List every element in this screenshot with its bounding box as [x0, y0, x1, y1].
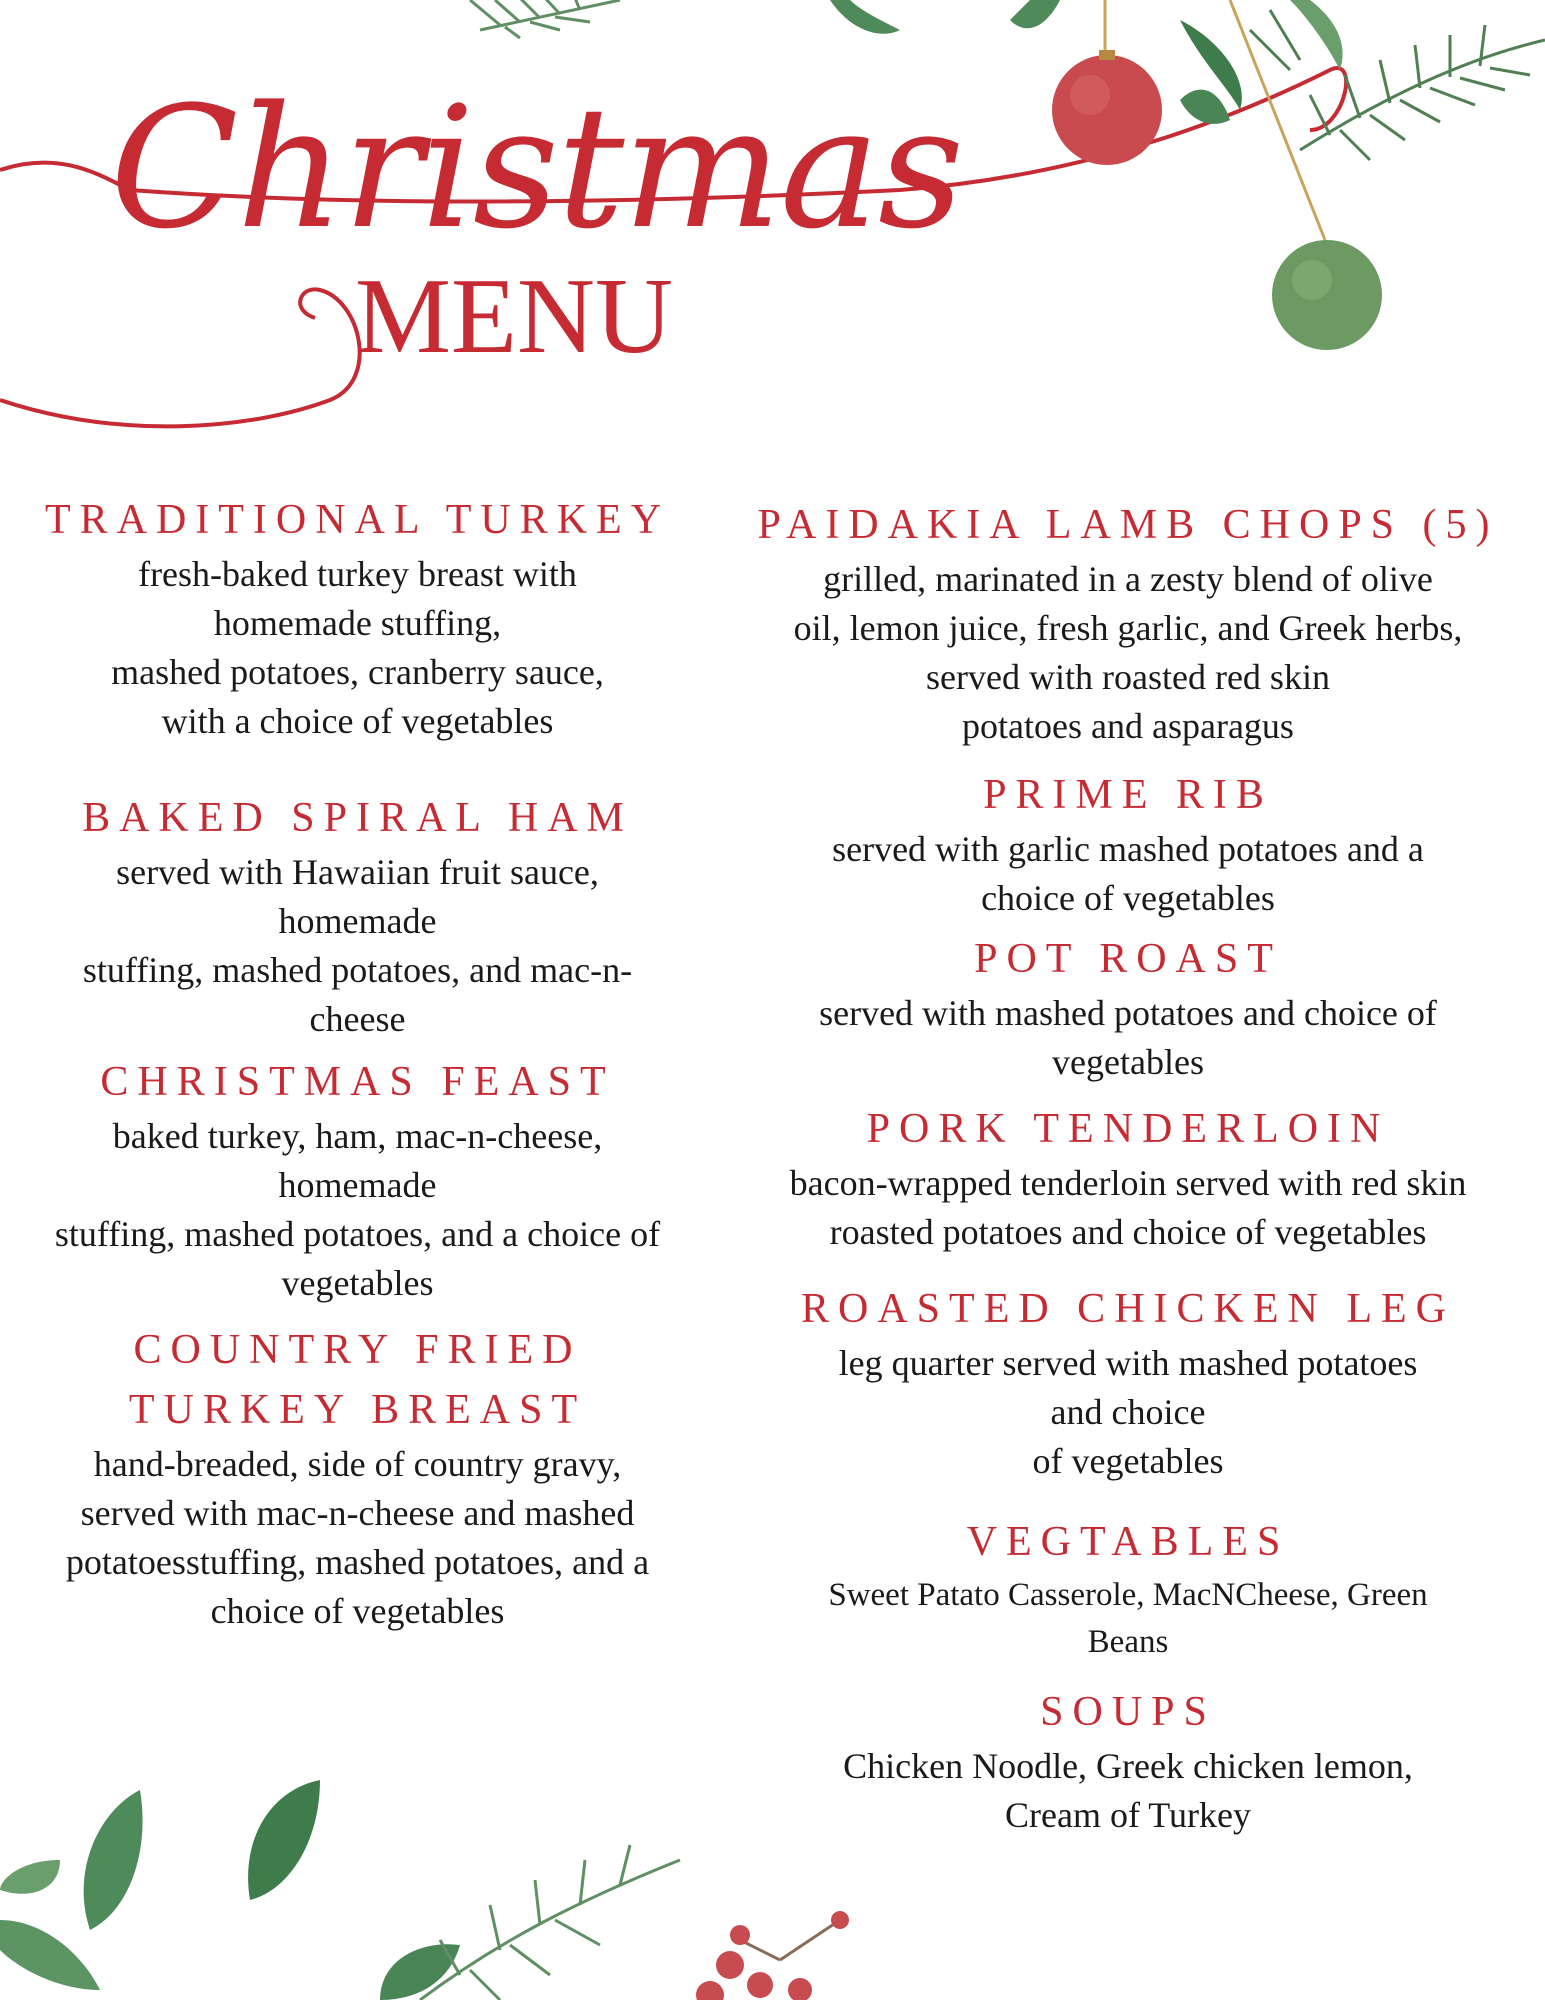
ornament-string-green — [1230, 0, 1325, 240]
menu-title-word: MENU — [355, 257, 673, 376]
menu-item-title: TRADITIONAL TURKEY — [44, 497, 671, 543]
menu-item-title: PAIDAKIA LAMB CHOPS (5) — [757, 502, 1499, 548]
menu-item-description: baked turkey, ham, mac-n-cheese, homemade stuffing, mashed potatoes, and a choice of vegetables — [54, 1116, 661, 1303]
menu-column-right — [738, 495, 1518, 1840]
menu-column-left — [0, 490, 715, 1636]
pine-branch-top-center-icon — [470, 0, 620, 38]
menu-item-christmas-feast — [0, 1052, 715, 1308]
menu-item-title: CHRISTMAS FEAST — [100, 1059, 615, 1105]
menu-item-soups — [738, 1682, 1518, 1840]
menu-title-script: Christmas — [110, 70, 963, 266]
menu-item-description: Sweet Patato Casserole, MacNCheese, Green Beans — [828, 1577, 1428, 1660]
menu-item-vegtables — [738, 1512, 1518, 1666]
red-ornament-icon — [1052, 55, 1162, 165]
menu-item-prime-rib — [738, 765, 1518, 923]
menu-item-description: Chicken Noodle, Greek chicken lemon, Cream of Turkey — [843, 1746, 1413, 1835]
menu-item-country-fried-turkey-breast — [0, 1320, 715, 1636]
menu-item-description: leg quarter served with mashed potatoes and choice of vegetables — [838, 1343, 1418, 1481]
menu-item-title: VEGTABLES — [966, 1519, 1290, 1565]
menu-item-pot-roast — [738, 929, 1518, 1087]
menu-item-description: grilled, marinated in a zesty blend of olive oil, lemon juice, fresh garlic, and Greek herbs, served with roasted red skin potatoes and asparagus — [793, 559, 1463, 746]
red-berries-icon — [696, 1911, 849, 2000]
pine-branch-top-right-icon — [1250, 10, 1545, 160]
menu-item-title: BAKED SPIRAL HAM — [82, 795, 633, 841]
menu-item-title: PORK TENDERLOIN — [866, 1106, 1390, 1152]
menu-item-description: served with garlic mashed potatoes and a choice of vegetables — [832, 829, 1424, 918]
menu-item-description: hand-breaded, side of country gravy, served with mac-n-cheese and mashed potatoesstuffing, mashed potatoes, and a choice of vegetables — [65, 1444, 650, 1631]
bottom-swirl-line — [0, 289, 360, 426]
holly-leaves-bottom-icon — [0, 1780, 460, 2000]
menu-item-description: fresh-baked turkey breast with homemade stuffing, mashed potatoes, cranberry sauce, with a choice of vegetables — [111, 554, 604, 741]
menu-item-description: served with mashed potatoes and choice of vegetables — [819, 993, 1437, 1082]
menu-item-baked-spiral-ham — [0, 788, 715, 1044]
menu-item-title: PRIME RIB — [983, 772, 1273, 818]
menu-item-title: ROASTED CHICKEN LEG — [801, 1286, 1455, 1332]
pine-branch-bottom-icon — [420, 1845, 680, 2000]
menu-item-pork-tenderloin — [738, 1099, 1518, 1257]
menu-item-title: POT ROAST — [974, 936, 1282, 982]
menu-item-roasted-chicken-leg — [738, 1279, 1518, 1486]
menu-item-title: SOUPS — [1040, 1689, 1216, 1735]
menu-item-paidakia-lamb-chops — [738, 495, 1518, 751]
menu-item-traditional-turkey — [0, 490, 715, 746]
menu-item-description: served with Hawaiian fruit sauce, homemade stuffing, mashed potatoes, and mac-n- cheese — [82, 852, 633, 1039]
menu-item-title: COUNTRY FRIED TURKEY BREAST — [128, 1327, 587, 1433]
menu-item-description: bacon-wrapped tenderloin served with red skin roasted potatoes and choice of vegetables — [789, 1163, 1467, 1252]
green-ornament-icon — [1272, 240, 1382, 350]
